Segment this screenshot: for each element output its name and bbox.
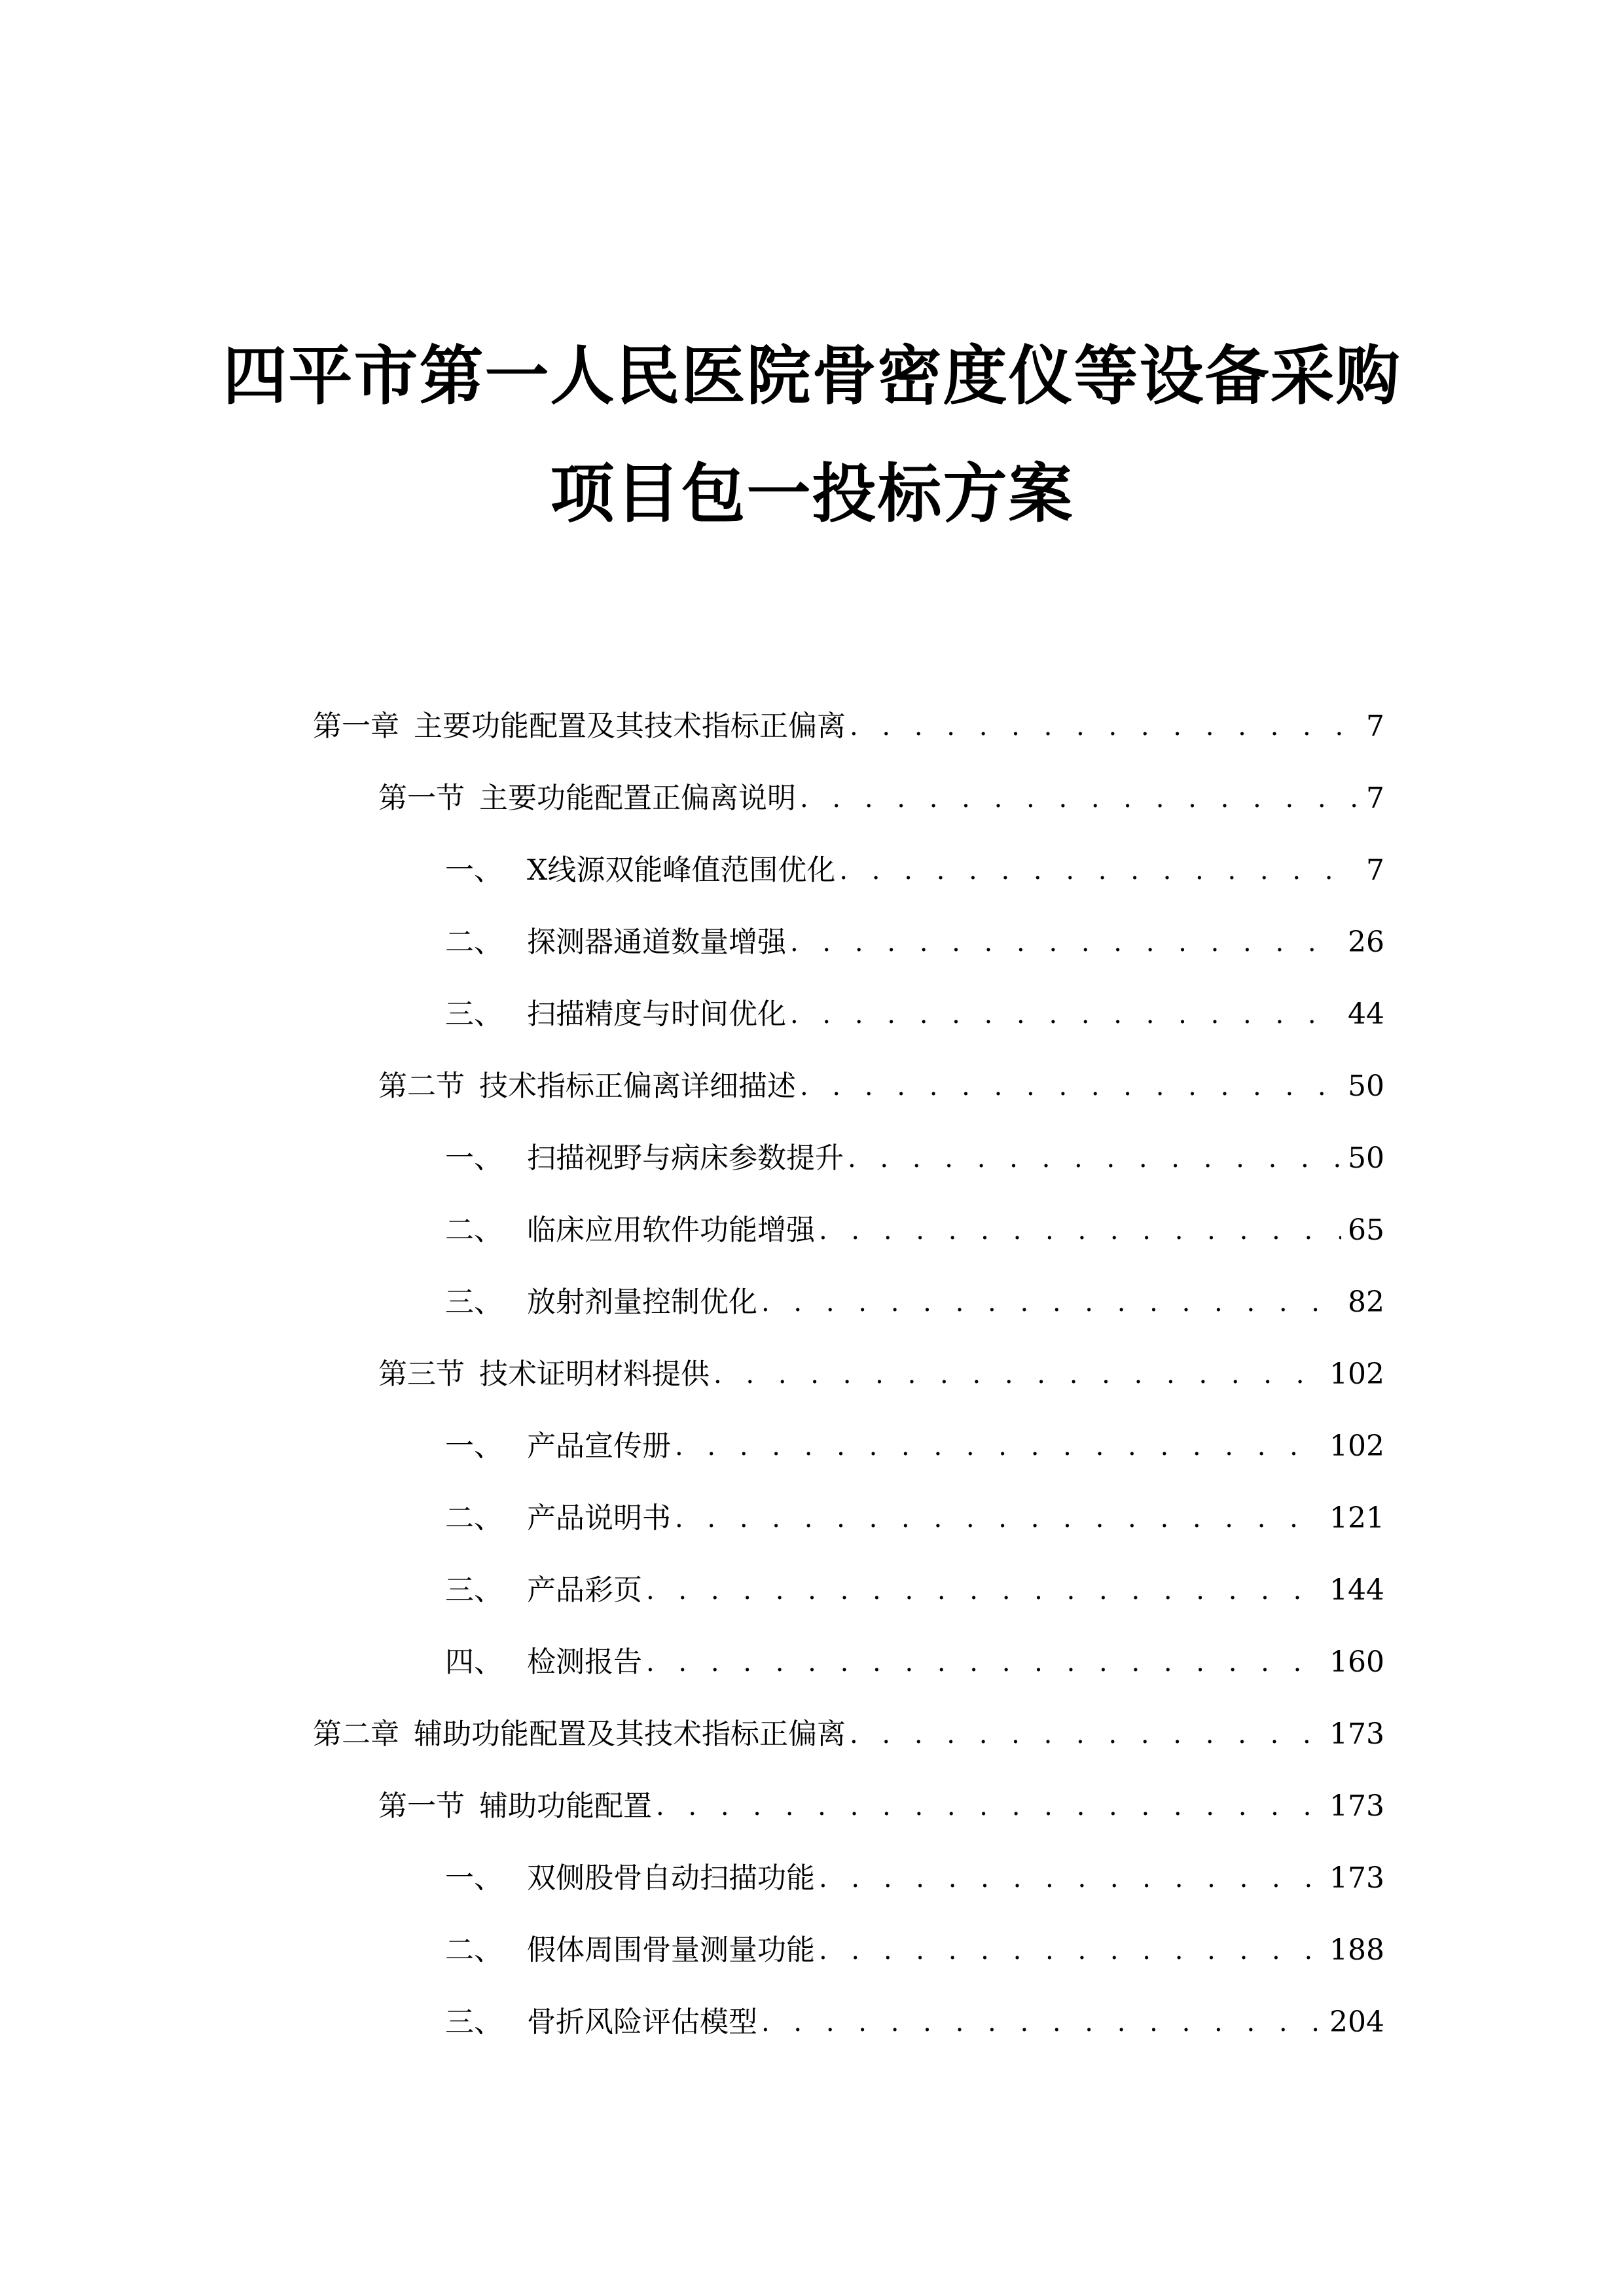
dot-leader <box>790 920 1341 965</box>
dot-leader <box>675 1496 1323 1541</box>
dot-leader <box>839 848 1360 893</box>
toc-entry-number: 第二章 <box>313 1717 399 1751</box>
toc-entry[interactable] <box>378 1352 1384 1397</box>
toc-entry-number: 一、 <box>445 1141 503 1175</box>
toc-entry-number: 二、 <box>445 1501 503 1535</box>
dot-leader <box>800 776 1360 821</box>
toc-entry[interactable] <box>445 1424 1384 1469</box>
toc-entry-title: 产品彩页 <box>527 1573 642 1607</box>
toc-entry-title: 主要功能配置正偏离说明 <box>479 781 796 815</box>
dot-leader <box>761 2000 1323 2045</box>
toc-entry-page-number: 82 <box>1348 1285 1384 1319</box>
toc-entry[interactable] <box>445 1856 1384 1901</box>
toc-entry[interactable] <box>313 704 1384 749</box>
toc-entry-page-number: 173 <box>1329 1717 1384 1751</box>
dot-leader <box>800 1064 1341 1109</box>
toc-entry[interactable] <box>445 1568 1384 1613</box>
toc-entry-page-number: 144 <box>1329 1573 1384 1607</box>
toc-entry-title: 放射剂量控制优化 <box>527 1285 757 1319</box>
toc-entry-title: 辅助功能配置 <box>479 1789 652 1823</box>
dot-leader <box>850 1712 1323 1757</box>
toc-entry-number: 第一节 <box>378 781 465 815</box>
toc-entry-number: 四、 <box>445 1645 503 1679</box>
toc-entry-page-number: 26 <box>1348 925 1384 959</box>
toc-entry-title: 临床应用软件功能增强 <box>527 1213 815 1247</box>
toc-entry-title: 骨折风险评估模型 <box>527 2005 757 2039</box>
toc-entry-number: 第一节 <box>378 1789 465 1823</box>
dot-leader <box>675 1424 1323 1469</box>
toc-entry-number: 二、 <box>445 1933 503 1967</box>
toc-entry[interactable] <box>445 1496 1384 1541</box>
toc-entry[interactable] <box>313 1712 1384 1757</box>
dot-leader <box>819 1856 1323 1901</box>
toc-entry[interactable] <box>445 1136 1384 1181</box>
document-title-line-2: 项目包一投标方案 <box>550 457 1074 531</box>
toc-entry-title: 扫描精度与时间优化 <box>527 997 786 1031</box>
toc-entry-number: 一、 <box>445 853 503 887</box>
toc-entry-page-number: 173 <box>1329 1789 1384 1823</box>
toc-entry-page-number: 204 <box>1329 2005 1384 2039</box>
toc-entry[interactable] <box>445 992 1384 1037</box>
dot-leader <box>819 1208 1341 1253</box>
toc-entry[interactable] <box>445 2000 1384 2045</box>
dot-leader <box>646 1568 1323 1613</box>
dot-leader <box>713 1352 1323 1397</box>
toc-entry-title: X线源双能峰值范围优化 <box>527 853 836 887</box>
dot-leader <box>790 992 1341 1037</box>
dot-leader <box>819 1928 1323 1973</box>
toc-entry[interactable] <box>445 848 1384 893</box>
toc-entry[interactable] <box>378 1064 1384 1109</box>
toc-entry-page-number: 7 <box>1366 709 1384 743</box>
toc-entry-title: 探测器通道数量增强 <box>527 925 786 959</box>
toc-entry-number: 三、 <box>445 1573 503 1607</box>
toc-entry[interactable] <box>445 1928 1384 1973</box>
toc-entry-page-number: 7 <box>1366 853 1384 887</box>
toc-entry-page-number: 44 <box>1348 997 1384 1031</box>
toc-entry-number: 二、 <box>445 925 503 959</box>
toc-entry-number: 第二节 <box>378 1069 465 1103</box>
toc-entry-page-number: 102 <box>1329 1429 1384 1463</box>
dot-leader <box>848 1136 1341 1181</box>
toc-entry[interactable] <box>378 776 1384 821</box>
toc-entry-title: 技术指标正偏离详细描述 <box>479 1069 796 1103</box>
toc-entry-number: 第一章 <box>313 709 399 743</box>
toc-entry-number: 一、 <box>445 1429 503 1463</box>
toc-entry[interactable] <box>445 1280 1384 1325</box>
toc-entry-title: 产品说明书 <box>527 1501 671 1535</box>
toc-entry-page-number: 7 <box>1366 781 1384 815</box>
toc-entry-number: 一、 <box>445 1861 503 1895</box>
toc-entry-page-number: 65 <box>1348 1213 1384 1247</box>
toc-entry-title: 产品宣传册 <box>527 1429 671 1463</box>
toc-entry-title: 主要功能配置及其技术指标正偏离 <box>414 709 846 743</box>
toc-entry-title: 假体周围骨量测量功能 <box>527 1933 815 1967</box>
toc-entry[interactable] <box>445 920 1384 965</box>
toc-entry-title: 双侧股骨自动扫描功能 <box>527 1861 815 1895</box>
toc-entry-title: 扫描视野与病床参数提升 <box>527 1141 844 1175</box>
toc-entry-title: 检测报告 <box>527 1645 642 1679</box>
toc-entry[interactable] <box>445 1640 1384 1685</box>
toc-entry-page-number: 173 <box>1329 1861 1384 1895</box>
toc-entry-page-number: 160 <box>1329 1645 1384 1679</box>
toc-entry-number: 三、 <box>445 2005 503 2039</box>
toc-entry-number: 第三节 <box>378 1357 465 1391</box>
toc-entry-title: 辅助功能配置及其技术指标正偏离 <box>414 1717 846 1751</box>
toc-entry-page-number: 121 <box>1329 1501 1384 1535</box>
toc-entry-page-number: 50 <box>1348 1141 1384 1175</box>
toc-entry-page-number: 50 <box>1348 1069 1384 1103</box>
toc-entry-title: 技术证明材料提供 <box>479 1357 710 1391</box>
toc-entry-number: 三、 <box>445 997 503 1031</box>
dot-leader <box>761 1280 1341 1325</box>
dot-leader <box>646 1640 1323 1685</box>
toc-entry-number: 三、 <box>445 1285 503 1319</box>
toc-entry-number: 二、 <box>445 1213 503 1247</box>
toc-entry-page-number: 102 <box>1329 1357 1384 1391</box>
toc-entry[interactable] <box>445 1208 1384 1253</box>
toc-entry-page-number: 188 <box>1329 1933 1384 1967</box>
dot-leader <box>850 704 1360 749</box>
document-title-line-1: 四平市第一人民医院骨密度仪等设备采购 <box>223 339 1401 414</box>
dot-leader <box>656 1784 1323 1829</box>
toc-entry[interactable] <box>378 1784 1384 1829</box>
